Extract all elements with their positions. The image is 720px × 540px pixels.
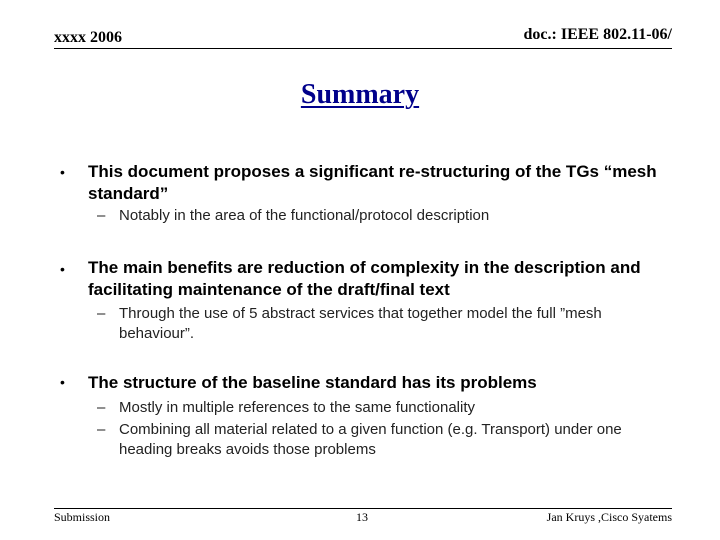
footer-author: Jan Kruys ,Cisco Syatems xyxy=(546,510,672,524)
footer-submission: Submission xyxy=(54,510,111,524)
bullet-text: This document proposes a significant re-structuring of the TGs “mesh standard” xyxy=(88,162,657,203)
bullet-text: The main benefits are reduction of complexity in the description and facilitating maintenance of the draft/final text xyxy=(88,258,641,299)
sub-bullet-text: Through the use of 5 abstract services that together model the full ”mesh behaviour”. xyxy=(119,305,602,342)
bullet-text: The structure of the baseline standard has its problems xyxy=(88,373,537,392)
sub-bullet-dash: – xyxy=(97,207,106,224)
sub-bullet-text: Mostly in multiple references to the same functionality xyxy=(119,399,475,416)
header-divider xyxy=(54,48,672,49)
footer-divider xyxy=(54,508,672,509)
sub-bullet-text: Combining all material related to a given function (e.g. Transport) under one heading breaks avoids those problems xyxy=(119,421,622,458)
sub-bullet-dash: – xyxy=(97,399,106,416)
bullet-marker: • xyxy=(60,374,65,390)
header-doc-id: doc.: IEEE 802.11-06/ xyxy=(523,26,672,43)
slide-title: Summary xyxy=(300,79,420,110)
footer-page-number: 13 xyxy=(356,510,368,524)
header-date: xxxx 2006 xyxy=(54,29,122,46)
bullet-marker: • xyxy=(60,261,65,277)
bullet-marker: • xyxy=(60,164,65,180)
sub-bullet-dash: – xyxy=(97,305,106,322)
sub-bullet-text: Notably in the area of the functional/protocol description xyxy=(119,207,490,224)
sub-bullet-dash: – xyxy=(97,421,106,438)
